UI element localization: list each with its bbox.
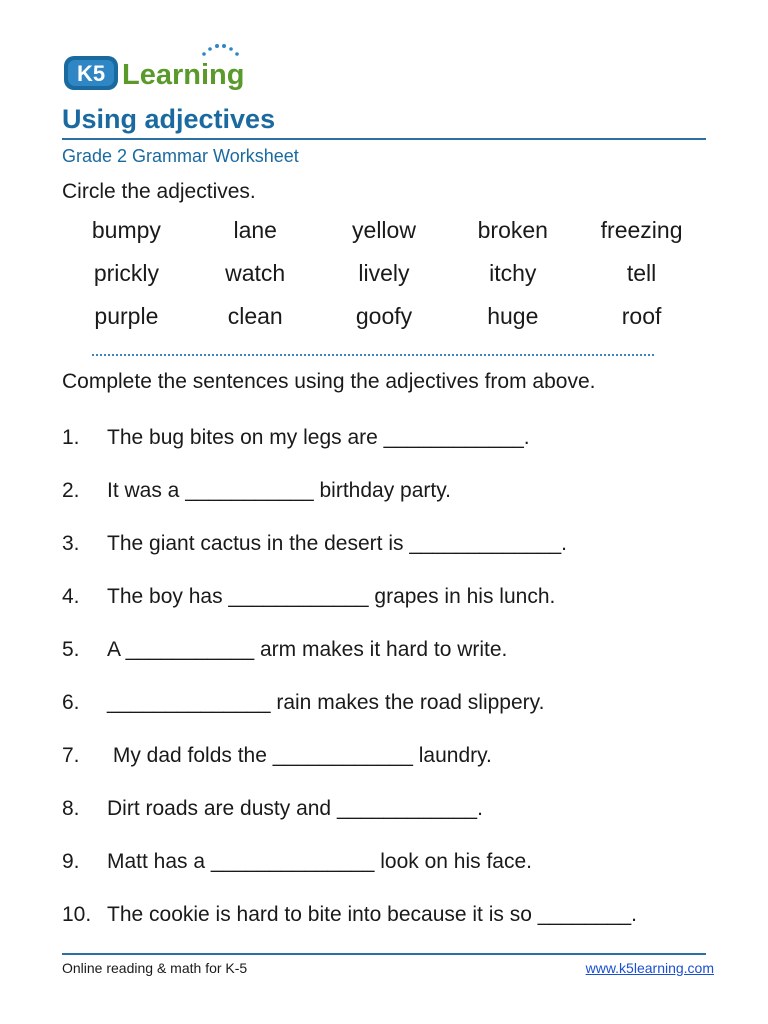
word-item[interactable]: tell <box>626 260 657 286</box>
sentence-number: 9. <box>62 850 80 873</box>
sentence-item <box>62 685 722 738</box>
word-item[interactable]: watch <box>225 260 286 286</box>
word-item[interactable]: yellow <box>352 217 416 243</box>
sentence-item <box>62 420 722 473</box>
word-item[interactable]: goofy <box>355 303 413 329</box>
sentence-number: 3. <box>62 532 80 555</box>
word-item[interactable]: lane <box>233 217 277 243</box>
sentence-number: 2. <box>62 479 80 502</box>
sentence-item <box>62 632 722 685</box>
sentence-text[interactable]: The giant cactus in the desert is _____________. <box>107 532 567 555</box>
page-title: Using adjectives <box>62 104 276 134</box>
circle-instruction: Circle the adjectives. <box>62 180 256 203</box>
sentence-text[interactable]: My dad folds the ____________ laundry. <box>107 744 492 767</box>
word-item[interactable]: huge <box>487 303 539 329</box>
sentence-number: 10. <box>62 903 92 926</box>
sentence-number: 1. <box>62 426 80 449</box>
word-row <box>62 253 706 296</box>
word-row <box>62 296 706 339</box>
word-item[interactable]: clean <box>227 303 283 329</box>
sentence-text[interactable]: The cookie is hard to bite into because it is so ________. <box>107 903 638 926</box>
word-item[interactable]: purple <box>94 303 159 329</box>
sentence-item <box>62 526 722 579</box>
logo-wordmark: Learning <box>122 59 245 91</box>
sentence-text[interactable]: Matt has a ______________ look on his face. <box>107 850 532 873</box>
section-divider <box>92 354 654 356</box>
sentence-text[interactable]: Dirt roads are dusty and ____________. <box>107 797 483 820</box>
sentence-text[interactable]: It was a ___________ birthday party. <box>107 479 452 502</box>
star-arc-icon <box>202 44 239 56</box>
sentence-number: 5. <box>62 638 80 661</box>
sentence-item <box>62 738 722 791</box>
sentence-item <box>62 897 722 950</box>
word-item[interactable]: lively <box>358 260 410 286</box>
word-item[interactable]: freezing <box>600 217 683 243</box>
word-item[interactable]: bumpy <box>91 217 161 243</box>
sentence-item <box>62 844 722 897</box>
word-item[interactable]: prickly <box>93 260 159 286</box>
word-item[interactable]: roof <box>621 303 662 329</box>
sentence-number: 6. <box>62 691 80 714</box>
word-item[interactable]: broken <box>477 217 548 243</box>
sentence-number: 7. <box>62 744 80 767</box>
k5-learning-logo <box>62 42 258 94</box>
sentence-item <box>62 791 722 844</box>
sentence-text[interactable]: A ___________ arm makes it hard to write. <box>107 638 508 661</box>
sentence-number: 4. <box>62 585 80 608</box>
logo-badge-text: K5 <box>76 61 106 86</box>
title-divider <box>62 138 706 140</box>
footer-website-link[interactable]: www.k5learning.com <box>585 960 714 976</box>
word-bank <box>62 210 706 339</box>
footer-divider <box>62 953 706 955</box>
page-subtitle: Grade 2 Grammar Worksheet <box>62 146 299 166</box>
word-row <box>62 210 706 253</box>
sentence-text[interactable]: The bug bites on my legs are ____________. <box>107 426 530 449</box>
sentence-text[interactable]: The boy has ____________ grapes in his lunch. <box>107 585 556 608</box>
word-item[interactable]: itchy <box>489 260 537 286</box>
sentence-item <box>62 473 722 526</box>
footer-tagline: Online reading & math for K-5 <box>62 960 248 976</box>
sentence-list <box>62 420 722 950</box>
sentence-number: 8. <box>62 797 80 820</box>
sentence-text[interactable]: ______________ rain makes the road slippery. <box>107 691 545 714</box>
sentence-item <box>62 579 722 632</box>
k5-learning-logo-icon <box>62 42 258 94</box>
complete-instruction: Complete the sentences using the adjectives from above. <box>62 370 596 393</box>
